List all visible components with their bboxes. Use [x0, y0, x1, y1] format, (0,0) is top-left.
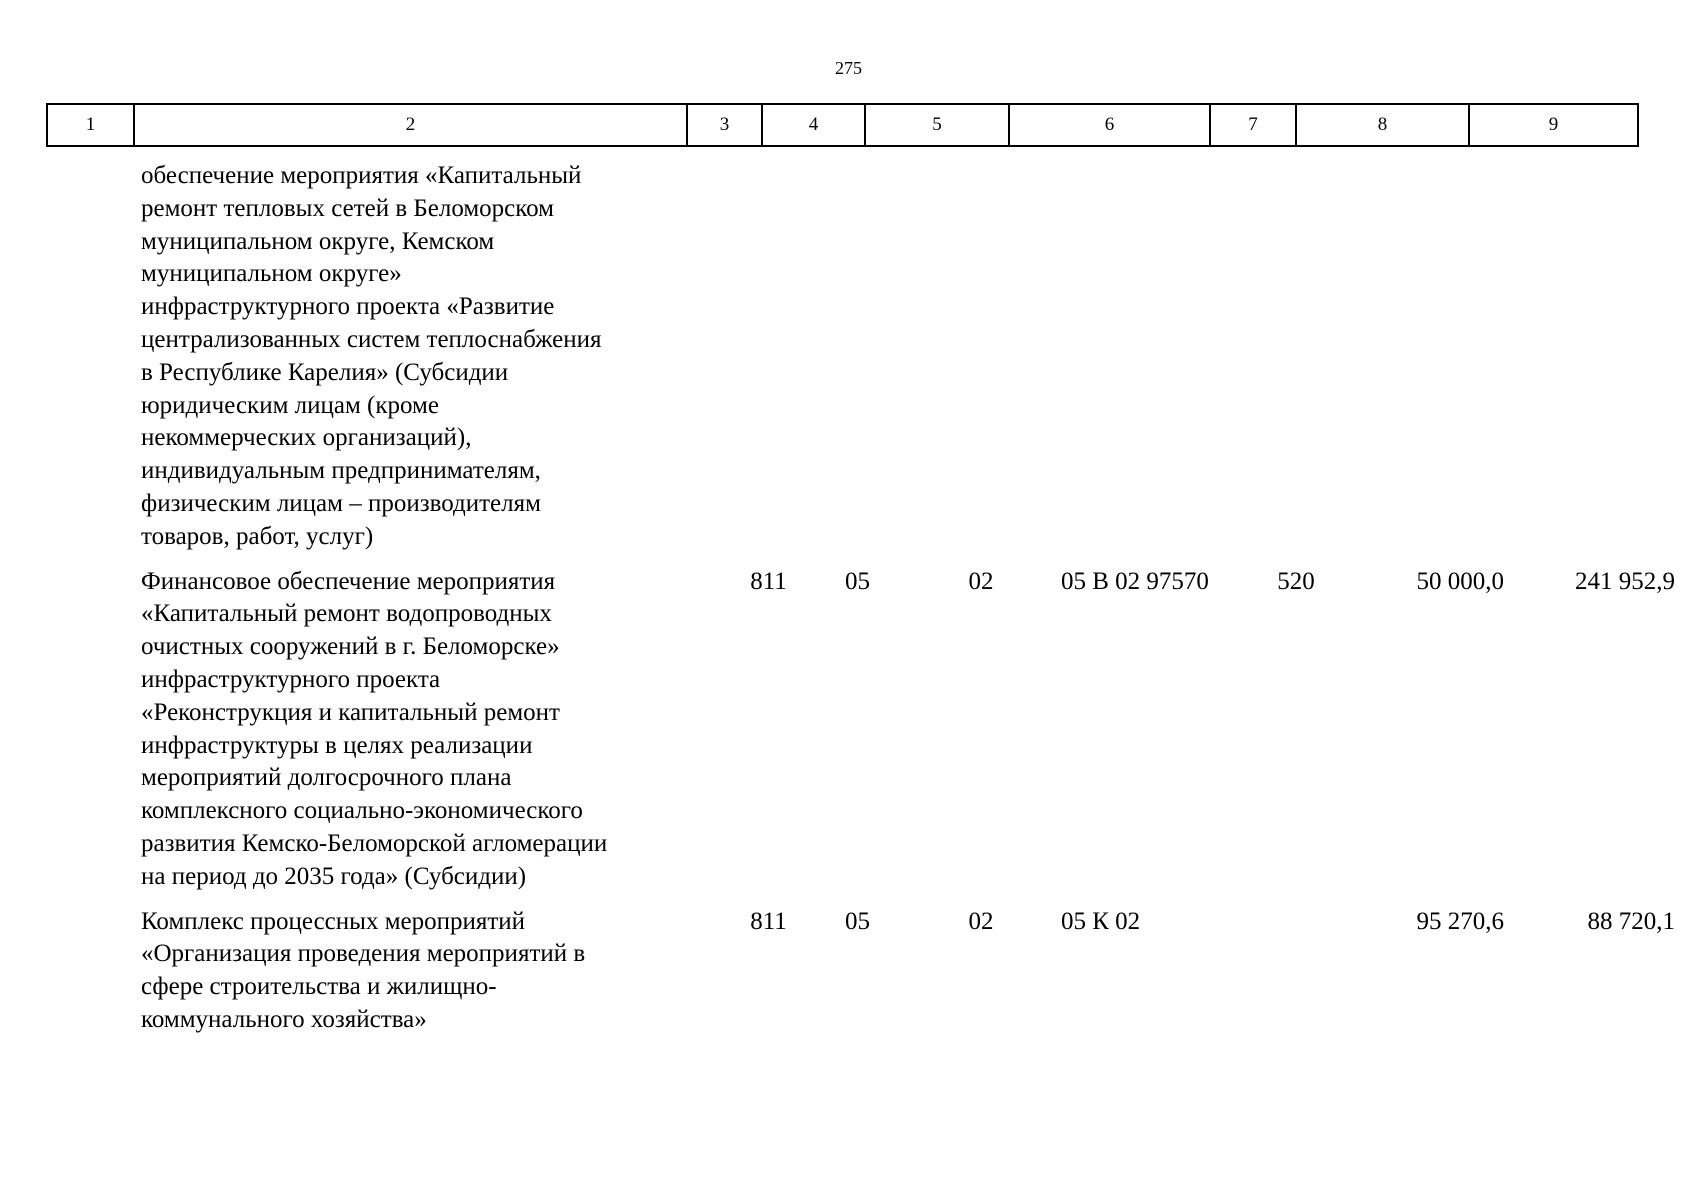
row-amount-2: 241 952,9	[1575, 567, 1675, 595]
row-description: обеспечение мероприятия «Капитальный ремонт тепловых сетей в Беломорском муниципальном округе, Кемском муниципальном округе» инфраструктурного проекта «Развитие централизованных систем теплоснабжения в Республике Карелия» (Субсидии юридическим лицам (кроме некоммерческих организаций), индивидуальным предпринимателям, физическим лицам – производителям товаров, работ, услуг)	[141, 162, 602, 550]
row-admin-code: 811	[750, 907, 787, 935]
header-col-1: 1	[47, 104, 134, 146]
header-col-2: 2	[134, 104, 687, 146]
row-admin-code: 811	[750, 567, 787, 595]
header-col-9: 9	[1469, 104, 1638, 146]
row-amount-1: 95 270,6	[1416, 907, 1504, 935]
header-col-6: 6	[1009, 104, 1210, 146]
row-amount-1: 50 000,0	[1416, 567, 1504, 595]
header-col-4: 4	[762, 104, 865, 146]
row-expense-type: 520	[1277, 567, 1315, 595]
header-col-5: 5	[865, 104, 1009, 146]
table-row	[46, 566, 1675, 894]
table-row	[46, 160, 1637, 554]
row-subsection: 02	[968, 567, 994, 595]
header-col-3: 3	[687, 104, 762, 146]
row-description: Финансовое обеспечение мероприятия «Капитальный ремонт водопроводных очистных сооружений в г. Беломорске» инфраструктурного проекта «Реконструкция и капитальный ремонт инфраструктуры в целях реализации мероприятий долгосрочного плана комплексного социально-экономического развития Кемско-Беломорской агломерации на период до 2035 года» (Субсидии)	[141, 567, 608, 890]
budget-table-body	[46, 160, 1675, 1037]
row-target-article: 05 В 02 97570	[1061, 567, 1209, 595]
header-col-7: 7	[1210, 104, 1296, 146]
header-col-8: 8	[1296, 104, 1469, 146]
row-amount-2: 88 720,1	[1587, 907, 1675, 935]
row-section: 05	[845, 907, 870, 935]
row-subsection: 02	[968, 907, 994, 935]
row-section: 05	[845, 567, 870, 595]
row-target-article: 05 К 02	[1061, 907, 1141, 935]
header-row	[47, 104, 1638, 146]
column-number-header	[46, 103, 1639, 147]
page-number: 275	[835, 58, 862, 78]
table-row	[46, 906, 1675, 1037]
row-description: Комплекс процессных мероприятий «Организация проведения мероприятий в сфере строительства и жилищно- коммунального хозяйства»	[141, 907, 586, 1033]
